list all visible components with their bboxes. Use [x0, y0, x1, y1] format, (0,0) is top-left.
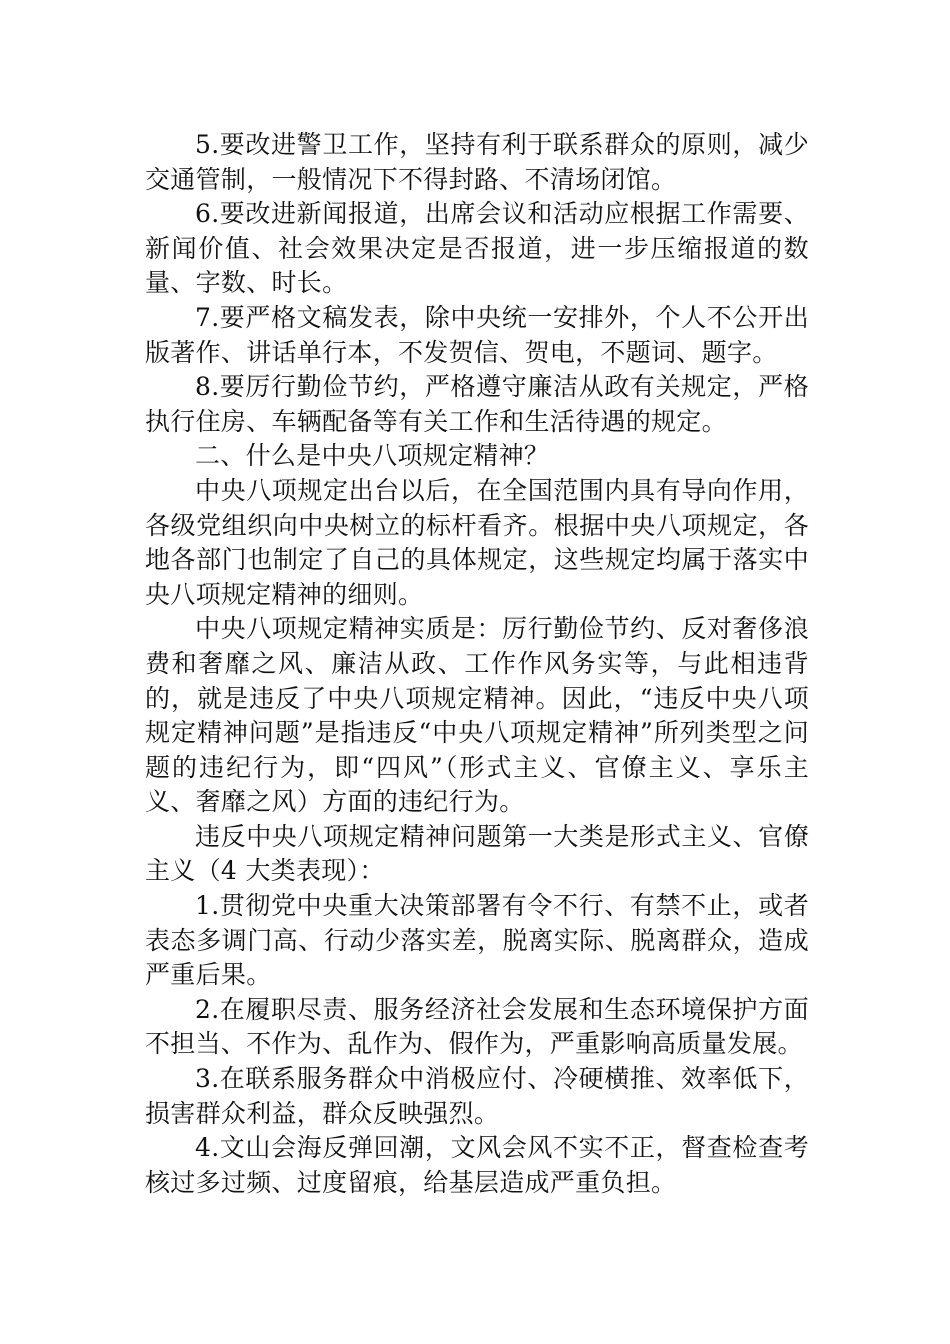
paragraph-point-3: 3.在联系服务群众中消极应付、冷硬横推、效率低下，损害群众利益，群众反映强烈。 — [145, 1064, 809, 1128]
paragraph-point-1: 1.贯彻党中央重大决策部署有令不行、有禁不止，或者表态多调门高、行动少落实差，脱离实际、脱离群众，造成严重后果。 — [145, 891, 809, 990]
document-body — [145, 128, 809, 1200]
paragraph-category-title: 违反中央八项规定精神问题第一大类是形式主义、官僚主义（4 大类表现）： — [145, 821, 809, 886]
paragraph-intro: 中央八项规定出台以后，在全国范围内具有导向作用，各级党组织向中央树立的标杆看齐。根据中央八项规定，各地各部门也制定了自己的具体规定，这些规定均属于落实中央八项规定精神的细则。 — [145, 475, 809, 609]
paragraph-point-4: 4.文山会海反弹回潮，文风会风不实不正，督查检查考核过多过频、过度留痕，给基层造成严重负担。 — [145, 1133, 809, 1197]
paragraph-point-2: 2.在履职尽责、服务经济社会发展和生态环境保护方面不担当、不作为、乱作为、假作为，严重影响高质量发展。 — [145, 994, 809, 1059]
paragraph-item-6: 6.要改进新闻报道，出席会议和活动应根据工作需要、新闻价值、社会效果决定是否报道，进一步压缩报道的数量、字数、时长。 — [145, 199, 809, 298]
section-heading: 二、什么是中央八项规定精神？ — [195, 441, 550, 471]
paragraph-item-7: 7.要严格文稿发表，除中央统一安排外，个人不公开出版著作、讲话单行本，不发贺信、贺电，不题词、题字。 — [145, 302, 809, 367]
paragraph-essence: 中央八项规定精神实质是：厉行勤俭节约、反对奢侈浪费和奢靡之风、廉洁从政、工作作风务实等，与此相违背的，就是违反了中央八项规定精神。因此，“违反中央八项规定精神问题”是指违反“中央八项规定精神”所列类型之问题的违纪行为，即“四风”（形式主义、官僚主义、享乐主义、奢靡之风）方面的违纪行为。 — [145, 614, 809, 817]
paragraph-item-8: 8.要厉行勤俭节约，严格遵守廉洁从政有关规定，严格执行住房、车辆配备等有关工作和生活待遇的规定。 — [145, 372, 809, 436]
paragraph-item-5: 5.要改进警卫工作，坚持有利于联系群众的原则，减少交通管制，一般情况下不得封路、不清场闭馆。 — [145, 130, 809, 194]
